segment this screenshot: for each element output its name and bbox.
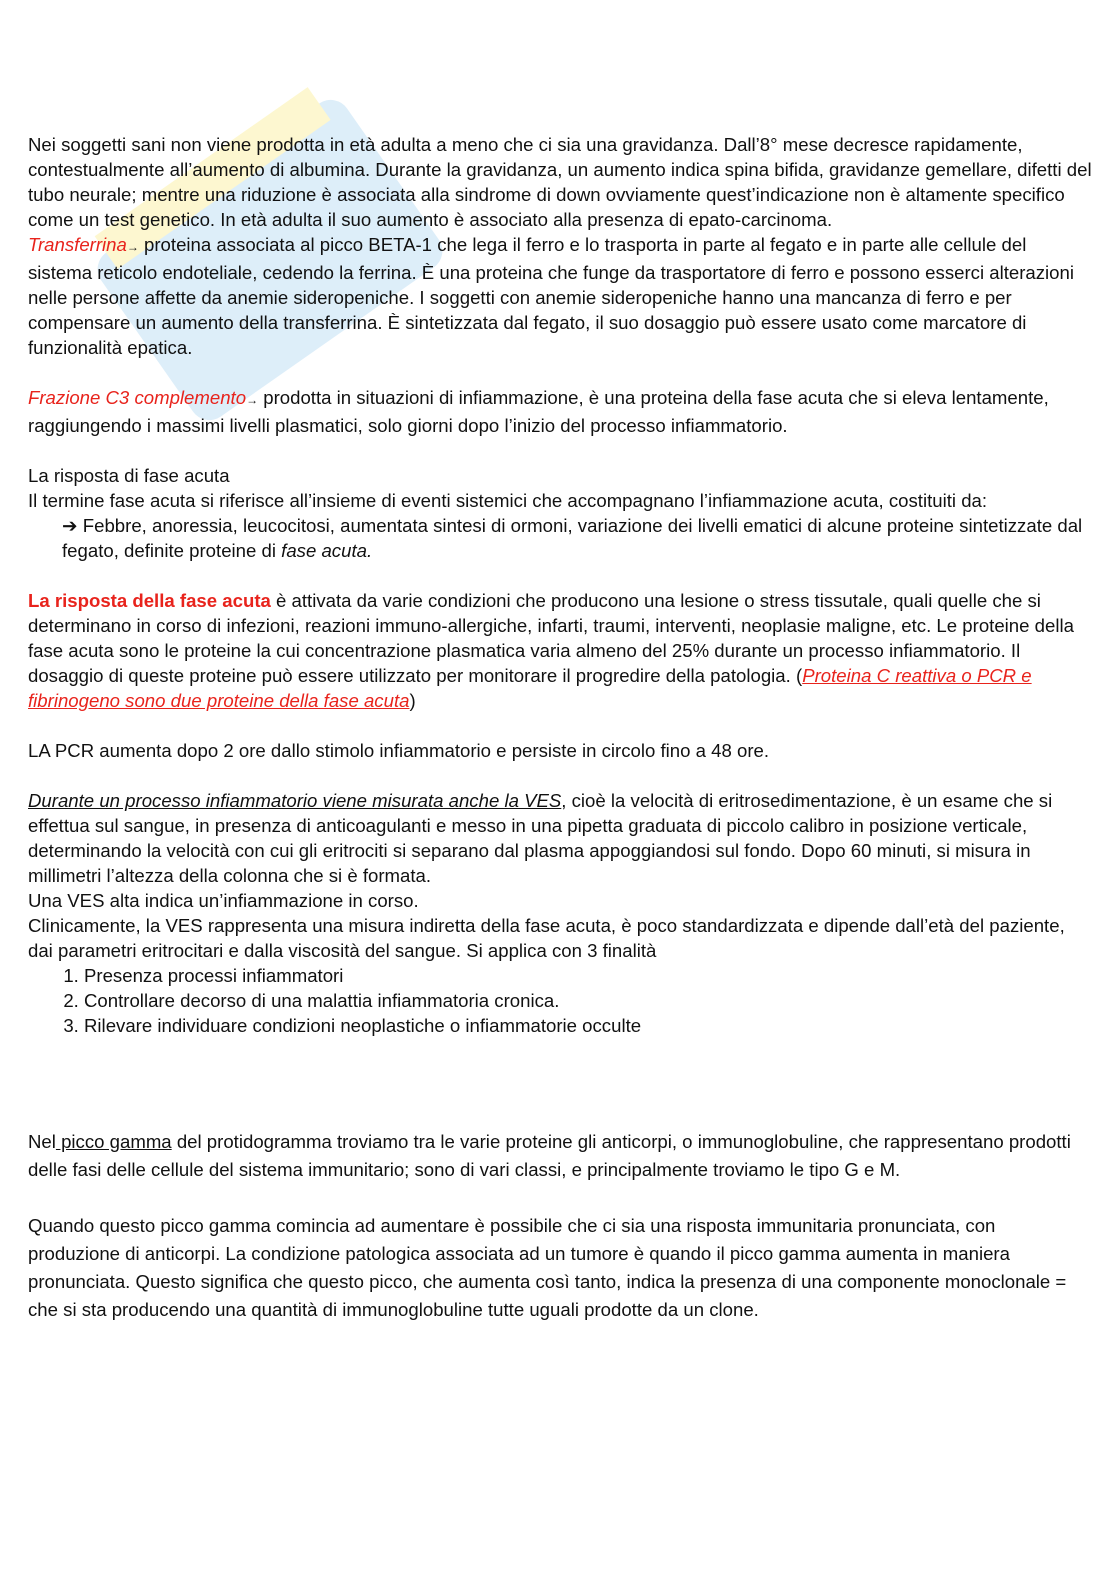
arrow-icon: → [246,393,259,407]
text: del protidogramma troviamo tra le varie proteine gli anticorpi, o immunoglobuline, che rappresentano prodotti delle fasi delle cellule del sistema immunitario; sono di vari classi, e principalmente troviamo le tipo G e M. [28,1131,1071,1180]
heading-fase-acuta: La risposta di fase acuta [28,465,230,486]
arrow-icon: → [126,240,139,254]
paragraph-afp: Nei soggetti sani non viene prodotta in età adulta a meno che ci sia una gravidanza. Dall’8° mese decresce rapidamente, contestualmente all’aumento di albumina. Durante la gravidanza, un aumento indica spina bifida, gravidanze gemellare, difetti del tubo neurale; mentre una riduzione è associata alla sindrome di down ovviamente quest’indicazione non è altamente specifico come un test genetico. In età adulta il suo aumento è associato alla presenza di epato-carcinoma. [28,134,1092,230]
text-block-gamma [28,1128,1092,1324]
term-risposta: La risposta della fase acuta [28,590,271,611]
term-picco-gamma: picco gamma [55,1131,172,1152]
ves-list [28,963,1092,1038]
paragraph-ves-alta: Una VES alta indica un’infiammazione in corso. [28,890,419,911]
paragraph-c3 [28,385,1092,438]
list-item: 1. Presenza processi infiammatori [84,963,1092,988]
paragraph-pcr: LA PCR aumenta dopo 2 ore dallo stimolo infiammatorio e persiste in circolo fino a 48 ore. [28,740,770,761]
arrow-bullet-icon: ➔ [62,515,78,536]
text: Febbre, anoressia, leucocitosi, aumentata sintesi di ormoni, variazione dei livelli ematici di alcune proteine sintetizzate dal fegato, definite proteine di [62,515,1083,561]
paragraph-fase-intro: Il termine fase acuta si riferisce all’insieme di eventi sistemici che accompagnano l’infiammazione acuta, costituiti da: [28,490,988,511]
underlined-note: Proteina C reattiva o PCR e fibrinogeno sono due proteine della fase acuta [28,665,1032,711]
paragraph-gamma [28,1128,1092,1184]
text-block-top [28,132,1092,1038]
term-ves: Durante un processo infiammatorio viene misurata anche la VES [28,790,562,811]
text: proteina associata al picco BETA-1 che lega il ferro e lo trasporta in parte al fegato e in parte alle cellule del sistema reticolo endoteliale, cedendo la ferrina. È una proteina che funge da trasportatore di ferro e possono esserci alterazioni nelle persone affette da anemie sideropeniche. I soggetti con anemie sideropeniche hanno una mancanza di ferro e per compensare un aumento della transferrina. È sintetizzata dal fegato, il suo dosaggio può essere usato come marcatore di funzionalità epatica. [28,234,1074,358]
list-item: 3. Rilevare individuare condizioni neoplastiche o infiammatorie occulte [84,1013,1092,1038]
text: ) [409,690,416,711]
paragraph-transferrina [28,232,1092,360]
term-transferrina: Transferrina [28,234,127,255]
text: prodotta in situazioni di infiammazione, è una proteina della fase acuta che si eleva lentamente, raggiungendo i massimi livelli plasmatici, solo giorni dopo l’inizio del processo infiammatorio. [28,387,1049,436]
bullet-item [28,513,1092,563]
text: , cioè la velocità di eritrosedimentazione, è un esame che si effettua sul sangue, in presenza di anticoagulanti e messo in una pipetta graduata di piccolo calibro in posizione verticale, determinando la velocità con cui gli eritrociti si separano dal plasma appoggiandosi sul fondo. Dopo 60 minuti, si misura in millimetri l’altezza della colonna che si è formata. [28,790,1053,886]
paragraph-ves [28,788,1092,888]
text-italic: fase acuta. [281,540,373,561]
list-item: 2. Controllare decorso di una malattia infiammatoria cronica. [84,988,1092,1013]
paragraph-monoclonale: Quando questo picco gamma comincia ad aumentare è possibile che ci sia una risposta immunitaria pronunciata, con produzione di anticorpi. La condizione patologica associata ad un tumore è quando il picco gamma aumenta in maniera pronunciata. Questo significa che questo picco, che aumenta così tanto, indica la presenza di una componente monoclonale = che si sta producendo una quantità di immunoglobuline tutte uguali prodotte da un clone. [28,1215,1067,1320]
text: Nel [28,1131,56,1152]
term-c3: Frazione C3 complemento [28,387,247,408]
text: è attivata da varie condizioni che producono una lesione o stress tissutale, quali quelle che si determinano in corso di infezioni, reazioni immuno-allergiche, infarti, traumi, interventi, neoplasie maligne, etc. Le proteine della fase acuta sono le proteine la cui concentrazione plasmatica varia almeno del 25% durante un processo infiammatorio. Il dosaggio di queste proteine può essere utilizzato per monitorare il progredire della patologia. ( [28,590,1074,686]
paragraph-ves-clinica: Clinicamente, la VES rappresenta una misura indiretta della fase acuta, è poco standardizzata e dipende dall’età del paziente, dai parametri eritrocitari e dalla viscosità del sangue. Si applica con 3 finalità [28,915,1065,961]
paragraph-risposta [28,588,1092,713]
